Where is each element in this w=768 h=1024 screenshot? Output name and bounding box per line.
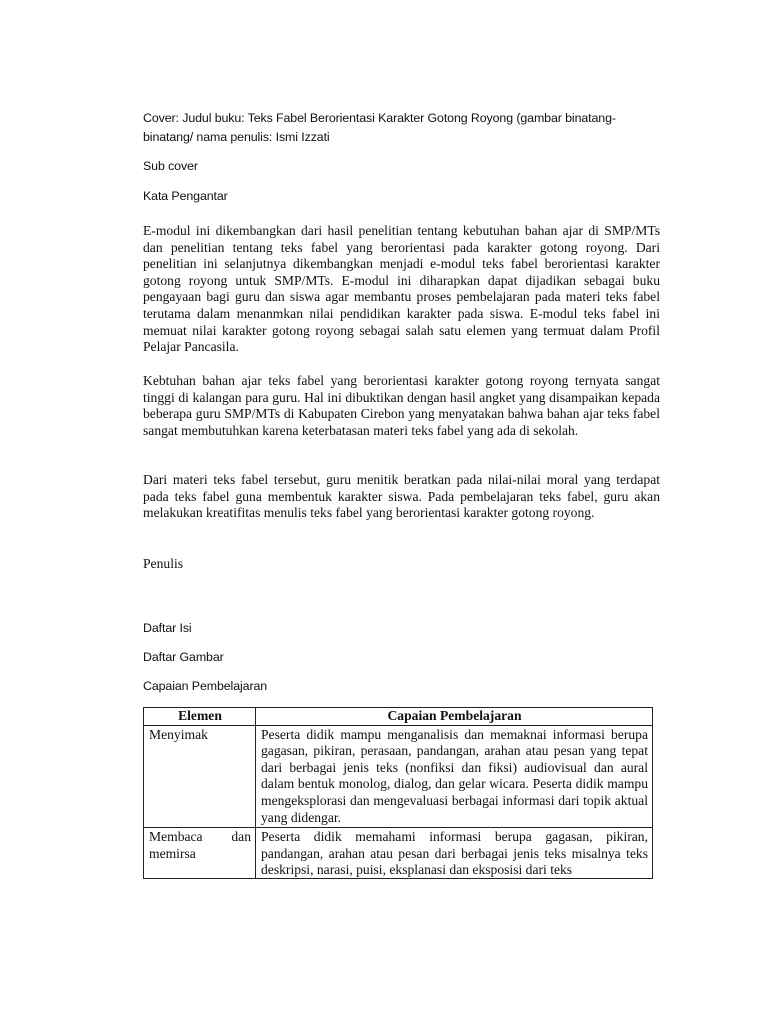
capaian-pembelajaran-heading: Capaian Pembelajaran: [143, 679, 268, 693]
daftar-gambar-heading: Daftar Gambar: [143, 650, 224, 664]
table-header-capaian: Capaian Pembelajaran: [256, 708, 653, 726]
capaian-table: [143, 707, 653, 879]
table-row: [144, 828, 653, 879]
table-cell-capaian: [256, 828, 653, 879]
daftar-isi-heading: Daftar Isi: [143, 621, 192, 635]
table-cell-capaian: Peserta didik mampu menganalisis dan memaknai informasi berupa gagasan, pikiran, perasaan, pandangan, arahan atau pesan yang tepat dari berbagai jenis teks (nonfiksi dan fiksi) audiovisual dan aural dalam bentuk monolog, dialog, dan gelar wicara. Peserta didik mampu mengeksplorasi dan mengevaluasi berbagai informasi dari topik aktual yang didengar.: [256, 725, 653, 828]
table-header-elemen: Elemen: [144, 708, 256, 726]
kata-pengantar-heading: Kata Pengantar: [143, 189, 228, 203]
cover-line-1: Cover: Judul buku: Teks Fabel Berorientasi Karakter Gotong Royong (gambar binatang-: [143, 111, 616, 125]
cover-line-2: binatang/ nama penulis: Ismi Izzati: [143, 130, 330, 144]
foreword-paragraph-1: E-modul ini dikembangkan dari hasil penelitian tentang kebutuhan bahan ajar di SMP/MTs dan penelitian tentang teks fabel yang berorientasi pada karakter gotong royong. Dari penelitian ini selanjutnya dikembangkan menjadi e-modul teks fabel berorientasi karakter gotong royong untuk SMP/MTs. E-modul ini diharapkan dapat dijadikan sebagai buku pengayaan bagi guru dan siswa agar membantu proses pembelajaran pada materi teks fabel terutama dalam menanmkan nilai pendidikan karakter pada siswa. E-modul teks fabel ini memuat nilai karakter gotong royong sebagai salah satu elemen yang termuat dalam Profil Pelajar Pancasila.: [143, 223, 660, 355]
table-cell-capaian-text: Peserta didik memahami informasi berupa gagasan, pikiran, pandangan, arahan atau pesan dari berbagai jenis teks misalnya teks deskripsi, narasi, puisi, eksplanasi dan eksposisi dari teks: [261, 829, 648, 878]
foreword-paragraph-2: Kebtuhan bahan ajar teks fabel yang berorientasi karakter gotong royong ternyata sangat tinggi di kalangan para guru. Hal ini dibuktikan dengan hasil angket yang disampaikan kepada beberapa guru SMP/MTs di Kabupaten Cirebon yang menyatakan bahwa bahan ajar teks fabel sangat membutuhkan karena keterbatasan materi teks fabel yang ada di sekolah.: [143, 373, 660, 438]
table-cell-elemen: Membaca dan memirsa: [144, 828, 256, 879]
table-header-row: [144, 708, 653, 726]
table-cell-elemen: Menyimak: [144, 725, 256, 828]
table-row: [144, 725, 653, 828]
signature-penulis: Penulis: [143, 556, 184, 571]
foreword-paragraph-3: Dari materi teks fabel tersebut, guru menitik beratkan pada nilai-nilai moral yang terdapat pada teks fabel guna membentuk karakter siswa. Pada pembelajaran teks fabel, guru akan melakukan kreatifitas menulis teks fabel yang berorientasi karakter gotong royong.: [143, 472, 660, 521]
sub-cover-heading: Sub cover: [143, 159, 198, 173]
